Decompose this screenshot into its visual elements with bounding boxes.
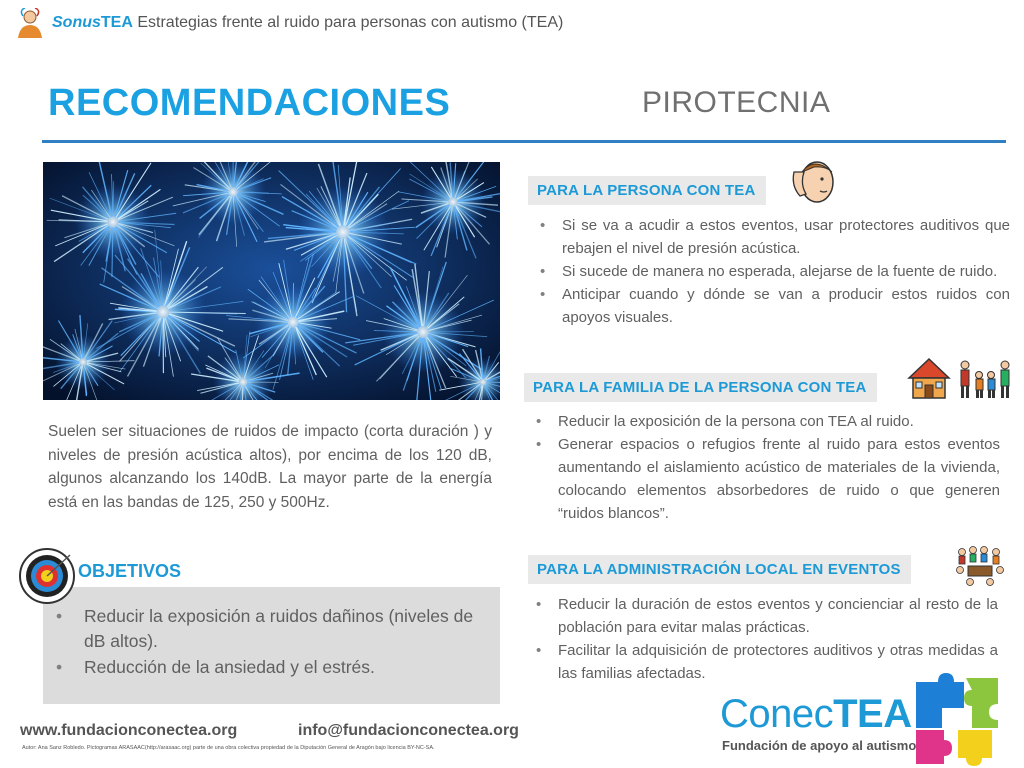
list-item: • Facilitar la adquisición de protectores auditivos y otras medidas a las familias afectadas. xyxy=(530,639,998,685)
target-icon xyxy=(18,547,76,605)
section-list-persona xyxy=(534,214,1010,329)
header-title xyxy=(52,14,563,32)
family-icon xyxy=(957,358,1013,400)
section-title-familia: PARA LA FAMILIA DE LA PERSONA CON TEA xyxy=(524,373,877,402)
credits-text: Autor: Ana Sanz Robledo. Pictogramas ARASAAC(http://arasaac.org) parte de una obra colectiva propiedad de la Diputación General de Aragón bajo licencia BY-NC-SA. xyxy=(22,745,435,751)
objectives-list xyxy=(52,604,492,681)
fireworks-photo xyxy=(43,162,500,400)
brand-logo-name xyxy=(720,692,912,737)
list-item: • Si se va a acudir a estos eventos, usar protectores auditivos que rebajen el nivel de presión acústica. xyxy=(534,214,1010,260)
header-subtitle: Estrategias frente al ruido para personas con autismo (TEA) xyxy=(137,14,564,31)
list-item: • Reducción de la ansiedad y el estrés. xyxy=(52,655,492,680)
brand-sonus: Sonus xyxy=(52,14,101,31)
list-item: • Reducir la duración de estos eventos y concienciar al resto de la población para evitar malas prácticas. xyxy=(530,593,998,639)
topic-title: PIROTECNIA xyxy=(642,86,831,119)
email-link[interactable]: info@fundacionconectea.org xyxy=(298,722,519,739)
list-item: • Generar espacios o refugios frente al ruido para estos eventos aumentando el aislamiento acústico de materiales de la vivienda, colocando elementos absorbedores de ruido o que generen “ruidos blancos”. xyxy=(530,433,1000,525)
brand-tea: TEA xyxy=(100,14,133,31)
house-icon xyxy=(907,356,951,400)
list-item: • Si sucede de manera no esperada, alejarse de la fuente de ruido. xyxy=(534,260,1010,283)
logo-conec: Conec xyxy=(720,692,834,736)
section-title-persona: PARA LA PERSONA CON TEA xyxy=(528,176,766,205)
website-link[interactable]: www.fundacionconectea.org xyxy=(20,722,238,739)
list-item: • Reducir la exposición de la persona con TEA al ruido. xyxy=(530,410,1000,433)
section-list-familia xyxy=(530,410,1000,525)
ear-covering-icon xyxy=(792,158,836,208)
objectives-title: OBJETIVOS xyxy=(78,561,182,581)
title-divider xyxy=(42,140,1006,143)
puzzle-logo-icon xyxy=(908,672,1008,766)
list-item: • Reducir la exposición a ruidos dañinos (niveles de dB altos). xyxy=(52,604,492,654)
section-title-administracion: PARA LA ADMINISTRACIÓN LOCAL EN EVENTOS xyxy=(528,555,911,584)
brand-tagline: Fundación de apoyo al autismo xyxy=(722,738,917,753)
logo-tea: TEA xyxy=(833,692,912,736)
list-item: • Anticipar cuando y dónde se van a producir estos ruidos con apoyos visuales. xyxy=(534,283,1010,329)
audience-icon xyxy=(954,544,1006,588)
intro-paragraph: Suelen ser situaciones de ruidos de impacto (corta duración ) y niveles de presión acústica altos), por encima de los 120 dB, algunos alcanzando los 140dB. La mayor parte de la energía está en las bandas de 125, 250 y 500Hz. xyxy=(48,423,492,511)
page-title: RECOMENDACIONES xyxy=(48,82,451,124)
sonustea-logo-icon xyxy=(14,8,46,38)
